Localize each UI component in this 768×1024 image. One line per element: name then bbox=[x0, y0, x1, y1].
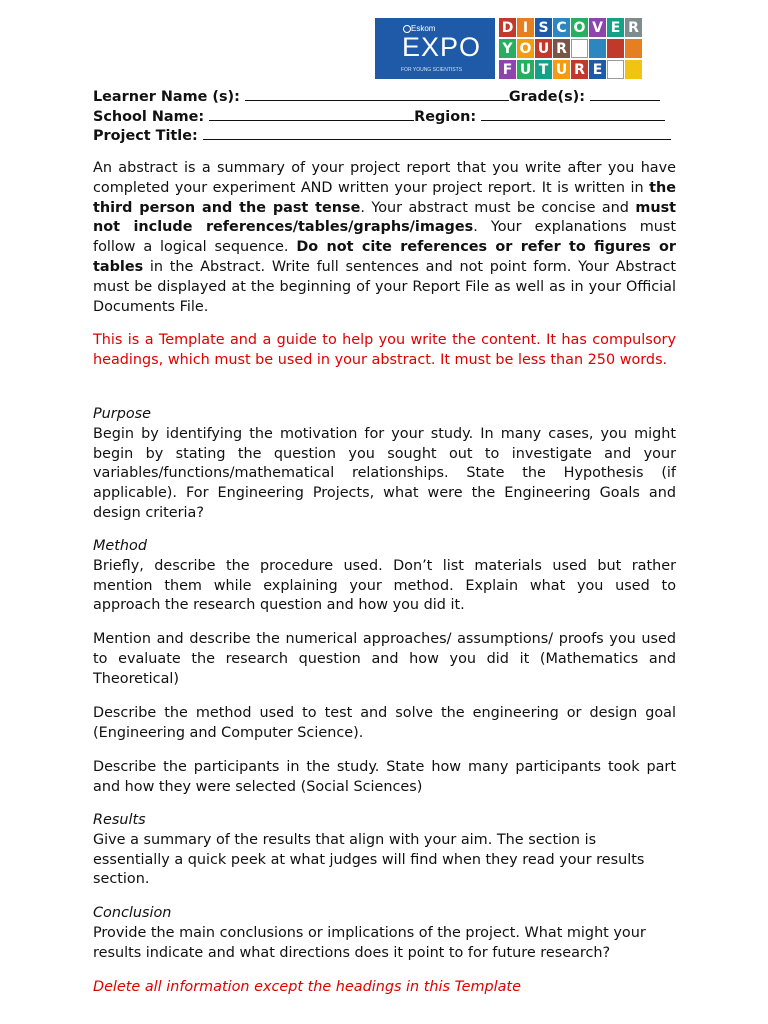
learner-name-label: Learner Name (s): bbox=[93, 89, 240, 105]
intro-text-c: . Your abstract must be concise and bbox=[360, 199, 636, 216]
purpose-heading: Purpose bbox=[93, 406, 152, 422]
logo-tile-row2-4 bbox=[571, 39, 588, 58]
school-name-field[interactable] bbox=[209, 106, 414, 121]
intro-bold-no-cite: Do not cite references or refer to figures or tables bbox=[93, 239, 676, 275]
grade-label: Grade(s): bbox=[508, 89, 586, 105]
logo-tile-row2-3: R bbox=[553, 39, 570, 58]
delete-note bbox=[93, 978, 676, 998]
logo-tile-row3-1: U bbox=[517, 60, 534, 79]
logo-tile-row3-4: R bbox=[571, 60, 588, 79]
discover-your-future-tiles bbox=[499, 18, 671, 79]
logo-tile-row1-0: D bbox=[499, 18, 516, 37]
logo-tile-row1-5: V bbox=[589, 18, 606, 37]
purpose-text: Begin by identifying the motivation for your study. In many cases, you might begin by stating the question you sought out to investigate and your variables/functions/mathematical relationships. State the Hypothesis (if applicable). For Engineering Projects, what were the Engineering Goals and design criteria? bbox=[93, 425, 676, 521]
conclusion-section bbox=[93, 904, 676, 963]
project-title-label: Project Title: bbox=[93, 128, 198, 144]
expo-logo bbox=[375, 18, 671, 79]
learner-name-field[interactable] bbox=[245, 86, 509, 101]
intro-text-a: An abstract is a summary of your project report that you write after you have completed your experiment AND written your project report. It is written in bbox=[93, 160, 676, 196]
results-text: Give a summary of the results that align with your aim. The section is essentially a quick peek at what judges will find when they read your results section. bbox=[93, 831, 645, 888]
logo-tile-row3-6 bbox=[607, 60, 624, 79]
logo-tile-row2-2: U bbox=[535, 39, 552, 58]
template-note-text: This is a Template and a guide to help you write the content. It has compulsory headings, which must be used in your abstract. It must be less than 250 words. bbox=[93, 332, 676, 368]
method-text-2: Mention and describe the numerical approaches/ assumptions/ proofs you used to evaluate the research question and how you did it (Mathematics and Theoretical) bbox=[93, 631, 676, 687]
logo-tile-row1-7: R bbox=[625, 18, 642, 37]
results-section bbox=[93, 811, 676, 890]
purpose-section bbox=[93, 405, 676, 524]
logo-tile-row2-5 bbox=[589, 39, 606, 58]
conclusion-heading: Conclusion bbox=[93, 905, 172, 921]
method-text-1: Briefly, describe the procedure used. Don’t list materials used but rather mention them while explaining your method. Explain what you used to approach the research question and how you did it. bbox=[93, 557, 676, 614]
logo-tile-row2-0: Y bbox=[499, 39, 516, 58]
logo-tagline: FOR YOUNG SCIENTISTS bbox=[401, 67, 463, 73]
method-heading: Method bbox=[93, 538, 147, 554]
intro-text-e: . Your explanations must follow a logical sequence. bbox=[93, 219, 676, 256]
logo-tile-row3-3: U bbox=[553, 60, 570, 79]
logo-word: EXPO bbox=[402, 32, 482, 62]
conclusion-text: Provide the main conclusions or implications of the project. What might your results indicate and what directions does it point to for future research? bbox=[93, 924, 646, 961]
template-note bbox=[93, 331, 676, 371]
method-text-3: Describe the method used to test and solve the engineering or design goal (Engineering and Computer Science). bbox=[93, 705, 676, 741]
logo-tile-row1-4: O bbox=[571, 18, 588, 37]
method-numerical bbox=[93, 630, 676, 689]
delete-note-text: Delete all information except the headings in this Template bbox=[93, 979, 521, 995]
results-heading: Results bbox=[93, 812, 146, 828]
method-participants bbox=[93, 758, 676, 798]
intro-paragraph bbox=[93, 159, 676, 317]
logo-tile-row1-6: E bbox=[607, 18, 624, 37]
method-text-4: Describe the participants in the study. State how many participants took part and how they were selected (Social Sciences) bbox=[93, 759, 676, 795]
method-section bbox=[93, 537, 676, 616]
logo-brand: Eskom bbox=[411, 24, 436, 33]
project-title-field[interactable] bbox=[203, 125, 671, 140]
method-engineering bbox=[93, 704, 676, 744]
logo-tile-row1-1: I bbox=[517, 18, 534, 37]
intro-bold-tense: the third person and the past tense bbox=[93, 179, 676, 216]
logo-tile-row3-0: F bbox=[499, 60, 516, 79]
logo-tile-row2-7 bbox=[625, 39, 642, 58]
logo-tile-row3-7 bbox=[625, 60, 642, 79]
logo-tile-row3-5: E bbox=[589, 60, 606, 79]
learner-line bbox=[93, 86, 676, 107]
eskom-expo-logo bbox=[375, 18, 495, 79]
logo-tile-row2-1: O bbox=[517, 39, 534, 58]
intro-text-g: in the Abstract. Write full sentences and not point form. Your Abstract must be displayed at the beginning of your Report File as well as in your Official Documents File. bbox=[93, 258, 676, 315]
region-label: Region: bbox=[414, 109, 477, 125]
grade-field[interactable] bbox=[590, 86, 660, 101]
title-line bbox=[93, 125, 676, 146]
logo-tile-row3-2: T bbox=[535, 60, 552, 79]
logo-tile-row2-6 bbox=[607, 39, 624, 58]
intro-bold-exclusions: must not include references/tables/graphs/images bbox=[93, 199, 677, 236]
logo-tile-row1-3: C bbox=[553, 18, 570, 37]
logo-tile-row1-2: S bbox=[535, 18, 552, 37]
school-name-label: School Name: bbox=[93, 109, 205, 125]
school-line bbox=[93, 106, 676, 127]
region-field[interactable] bbox=[481, 106, 665, 121]
